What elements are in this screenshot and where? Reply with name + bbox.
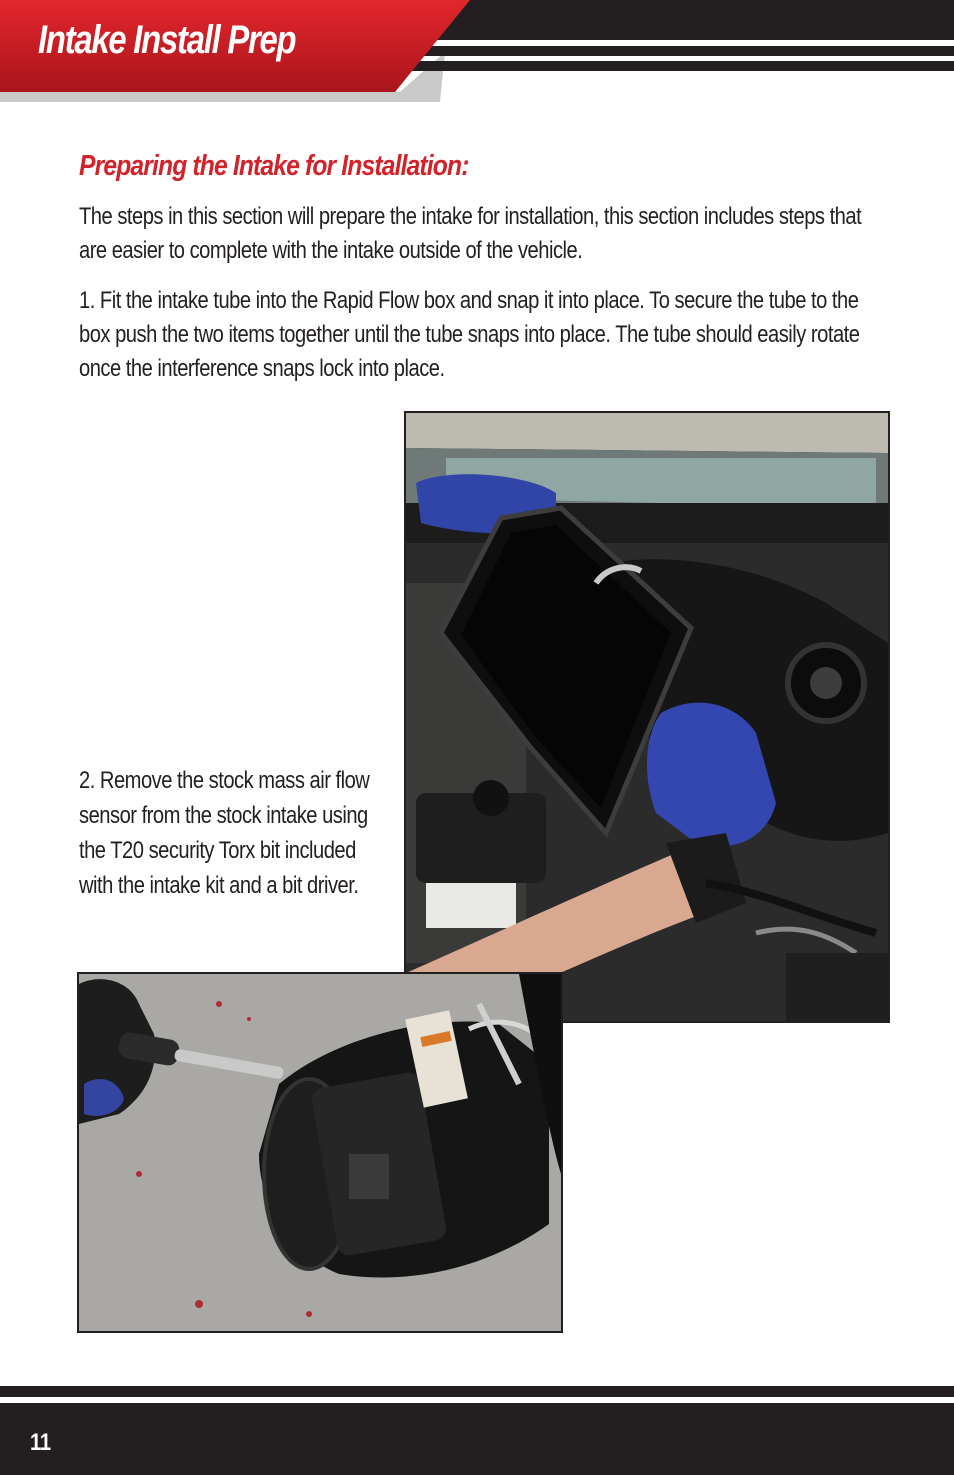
step-2-paragraph: 2. Remove the stock mass air flow sensor from the stock intake using the T20 security Torx bit included with the intake kit and a bit driver. <box>79 767 370 899</box>
page-number: 11 <box>30 1429 51 1456</box>
step-1-paragraph: 1. Fit the intake tube into the Rapid Flow box and snap it into place. To secure the tube to the box push the two items together until the tube snaps into place. The tube should easily rotate once the interference snaps lock into place. <box>79 287 860 382</box>
intro-paragraph: The steps in this section will prepare the intake for installation, this section includes steps that are easier to complete with the intake outside of the vehicle. <box>79 203 862 264</box>
footer-band <box>0 1403 954 1475</box>
section-heading: Preparing the Intake for Installation: <box>79 150 469 182</box>
maf-sensor-removal-photo <box>77 972 563 1333</box>
footer-bar <box>0 1386 954 1475</box>
page-title: Intake Install Prep <box>38 18 296 62</box>
intake-assembly-photo <box>404 411 890 1023</box>
header-banner <box>0 0 954 110</box>
footer-stripe <box>0 1386 954 1397</box>
